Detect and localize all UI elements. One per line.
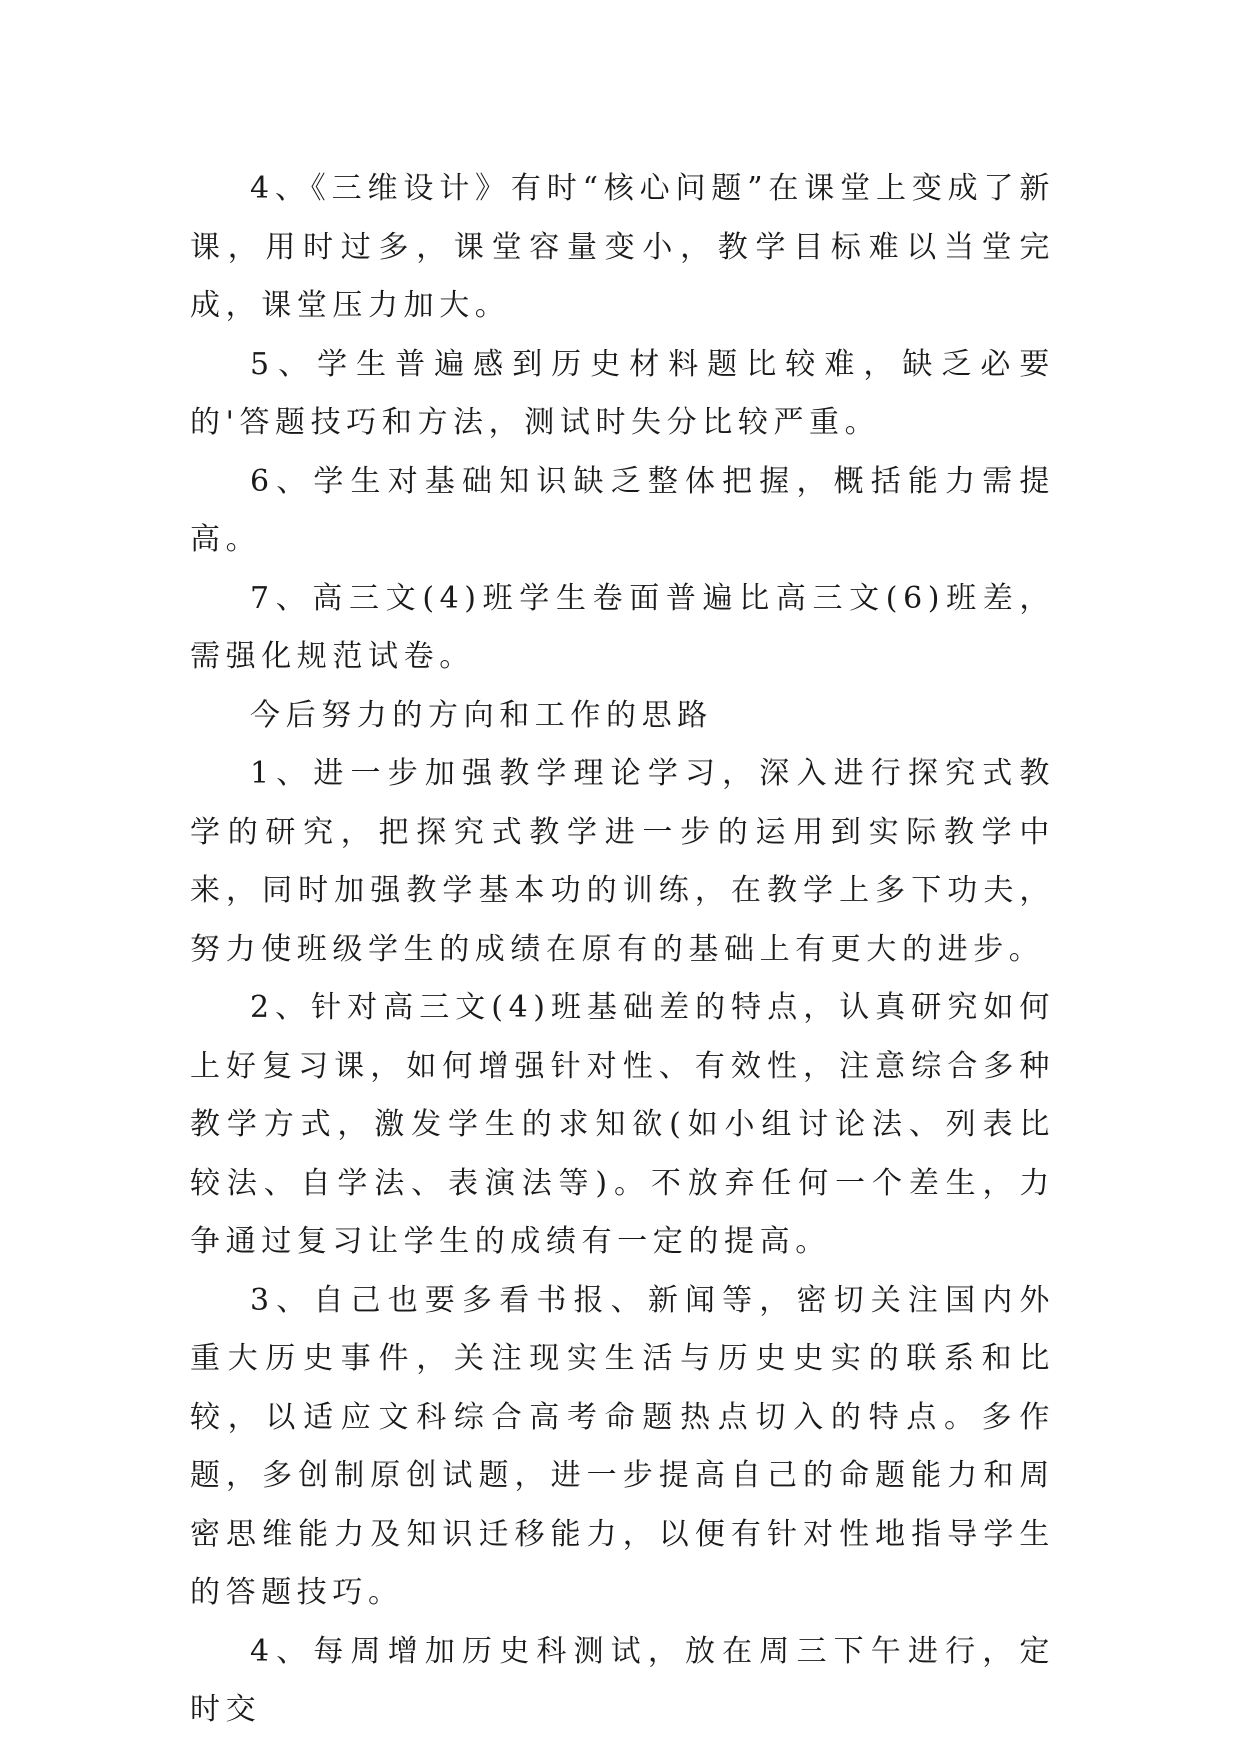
document-page bbox=[190, 160, 1055, 1740]
paragraph-problem-6: 6、学生对基础知识缺乏整体把握，概括能力需提高。 bbox=[190, 463, 1055, 557]
section-heading: 今后努力的方向和工作的思路 bbox=[250, 697, 713, 733]
paragraph-problem-4: 4、《三维设计》有时“核心问题”在课堂上变成了新课，用时过多，课堂容量变小，教学目标难以当堂完成，课堂压力加大。 bbox=[190, 171, 1055, 323]
paragraph-plan-1: 1、进一步加强教学理论学习，深入进行探究式教学的研究，把探究式教学进一步的运用到实际教学中来，同时加强教学基本功的训练，在教学上多下功夫，努力使班级学生的成绩在原有的基础上有更大的进步。 bbox=[190, 756, 1055, 967]
paragraph-problem-5: 5、学生普遍感到历史材料题比较难，缺乏必要的'答题技巧和方法，测试时失分比较严重。 bbox=[190, 346, 1055, 440]
paragraph-plan-2: 2、针对高三文(4)班基础差的特点，认真研究如何上好复习课，如何增强针对性、有效性，注意综合多种教学方式，激发学生的求知欲(如小组讨论法、列表比较法、自学法、表演法等)。不放弃任何一个差生，力争通过复习让学生的成绩有一定的提高。 bbox=[190, 990, 1055, 1259]
paragraph-plan-3: 3、自己也要多看书报、新闻等，密切关注国内外重大历史事件，关注现实生活与历史史实的联系和比较，以适应文科综合高考命题热点切入的特点。多作题，多创制原创试题，进一步提高自己的命题能力和周密思维能力及知识迁移能力，以便有针对性地指导学生的答题技巧。 bbox=[190, 1282, 1055, 1610]
paragraph-problem-7: 7、高三文(4)班学生卷面普遍比高三文(6)班差，需强化规范试卷。 bbox=[190, 580, 1055, 674]
paragraph-plan-4: 4、每周增加历史科测试，放在周三下午进行，定时交 bbox=[190, 1633, 1055, 1727]
